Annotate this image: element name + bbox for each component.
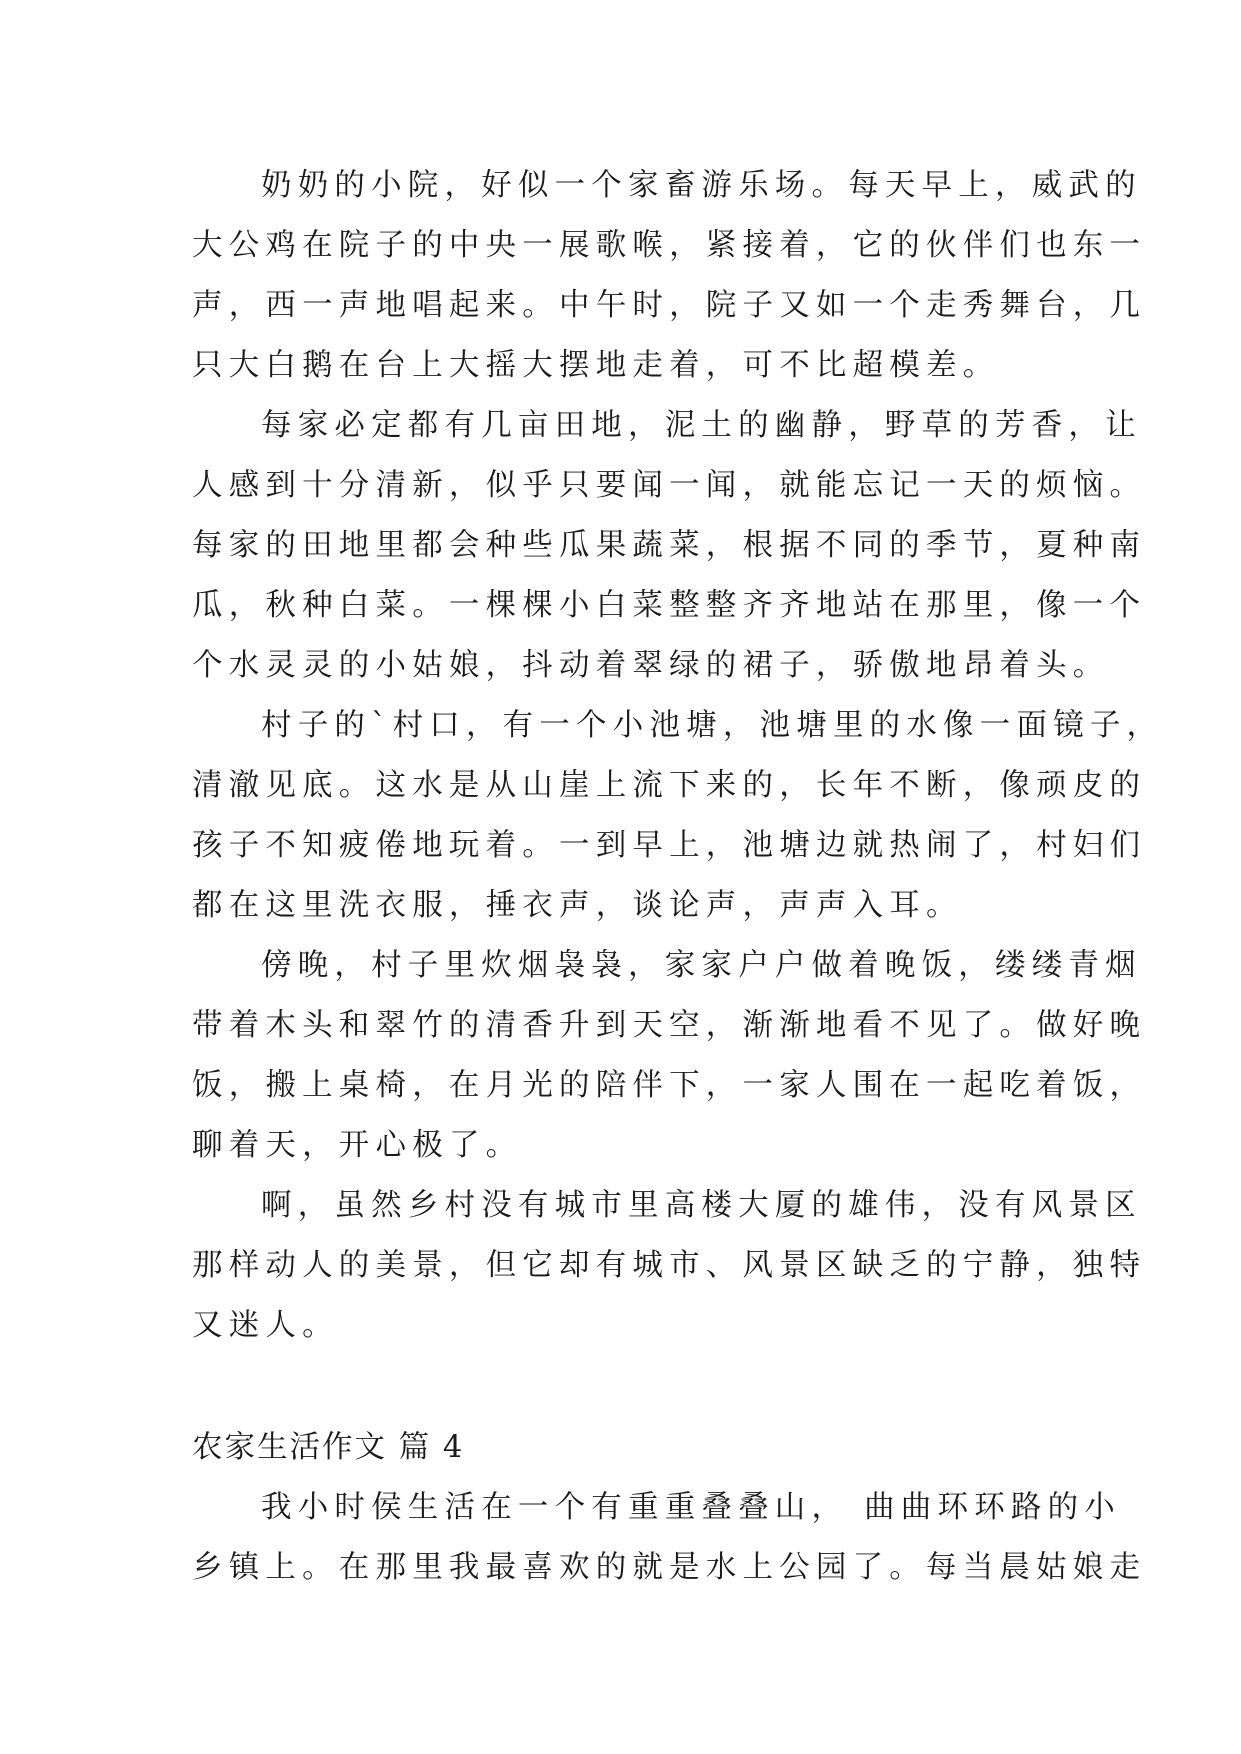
section-heading: 农家生活作文 篇 4 [192,1430,465,1465]
paragraph-line: 人感到十分清新，似乎只要闻一闻，就能忘记一天的烦恼。 [192,468,1147,503]
paragraph-line: 孩子不知疲倦地玩着。一到早上，池塘边就热闹了，村妇们 [192,828,1147,863]
paragraph-line: 聊着天，开心极了。 [192,1128,523,1163]
paragraph-yard [192,156,1147,396]
paragraph-line: 那样动人的美景，但它却有城市、风景区缺乏的宁静，独特 [192,1248,1147,1283]
paragraph-line: 我小时侯生活在一个有重重叠叠山， 曲曲环环路的小 [261,1490,1121,1525]
paragraph-conclusion [192,1176,1147,1356]
paragraph-line: 奶奶的小院，好似一个家畜游乐场。每天早上，威武的 [261,168,1142,203]
paragraph-line: 清澈见底。这水是从山崖上流下来的，长年不断，像顽皮的 [192,768,1147,803]
paragraph-line: 个水灵灵的小姑娘，抖动着翠绿的裙子，骄傲地昂着头。 [192,648,1110,683]
paragraph-line: 每家的田地里都会种些瓜果蔬菜，根据不同的季节，夏种南 [192,528,1147,563]
paragraph-line: 乡镇上。在那里我最喜欢的就是水上公园了。每当晨姑娘走 [192,1550,1147,1585]
paragraph-line: 啊，虽然乡村没有城市里高楼大厦的雄伟，没有风景区 [261,1188,1142,1223]
paragraph-line: 又迷人。 [192,1308,339,1343]
paragraph-line: 带着木头和翠竹的清香升到天空，渐渐地看不见了。做好晚 [192,1008,1147,1043]
paragraph-evening [192,936,1147,1176]
paragraph-childhood [192,1478,1147,1598]
document-body [192,156,1164,1598]
paragraph-line: 村子的`村口，有一个小池塘，池塘里的水像一面镜子， [261,708,1164,743]
paragraph-line: 大公鸡在院子的中央一展歌喉，紧接着，它的伙伴们也东一 [192,228,1147,263]
paragraph-line: 瓜，秋种白菜。一棵棵小白菜整整齐齐地站在那里，像一个 [192,588,1147,623]
paragraph-line: 只大白鹅在台上大摇大摆地走着，可不比超模差。 [192,348,1000,383]
paragraph-line: 饭，搬上桌椅，在月光的陪伴下，一家人围在一起吃着饭， [192,1068,1147,1103]
paragraph-line: 每家必定都有几亩田地，泥土的幽静，野草的芳香，让 [261,408,1142,443]
paragraph-line: 傍晚，村子里炊烟袅袅，家家户户做着晚饭，缕缕青烟 [261,948,1142,983]
paragraph-line: 都在这里洗衣服，捶衣声，谈论声，声声入耳。 [192,888,963,923]
paragraph-fields [192,396,1147,696]
paragraph-pond [192,696,1164,936]
paragraph-line: 声，西一声地唱起来。中午时，院子又如一个走秀舞台，几 [192,288,1147,323]
